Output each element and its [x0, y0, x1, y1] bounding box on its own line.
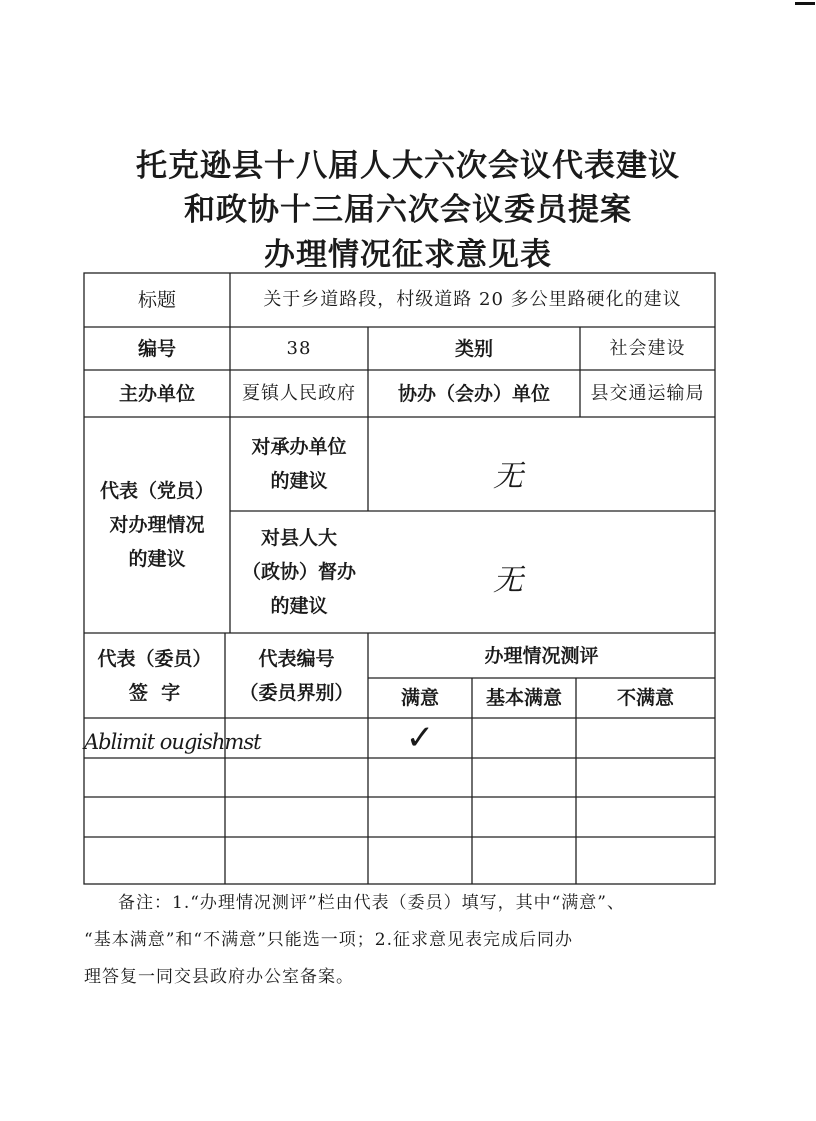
suggestions-label-line-2: 对办理情况 [109, 514, 205, 536]
page-title-line-3: 办理情况征求意见表 [264, 237, 552, 273]
to-oversight-label-line-3: 的建议 [270, 595, 328, 617]
suggestions-label-line-3: 的建议 [128, 548, 186, 570]
to-oversight-label-line-1: 对县人大 [260, 527, 337, 549]
signature-value: Ablimit ougishmst [84, 730, 261, 754]
to-host-value: 无 [493, 459, 523, 494]
notes-line-3: 理答复一同交县政府办公室备案。 [84, 967, 354, 987]
suggestions-label [84, 417, 230, 633]
to-host-label-line-2: 的建议 [270, 470, 328, 492]
rep-number-label-line-2: （委员界别） [239, 681, 354, 704]
rep-number-label [225, 633, 368, 718]
suggestions-label-line-1: 代表（党员） [99, 480, 214, 502]
host-unit-value: 夏镇人民政府 [242, 382, 356, 404]
notes-line-2: “基本满意”和“不满意”只能选一项；2.征求意见表完成后同办 [84, 930, 573, 950]
co-unit-value: 县交通运输局 [590, 382, 705, 404]
to-oversight-label [230, 511, 368, 633]
to-oversight-value: 无 [493, 563, 523, 598]
to-host-label [230, 417, 368, 511]
to-host-label-line-1: 对承办单位 [251, 436, 347, 458]
number-label: 编号 [137, 337, 176, 360]
signature-label-line-1: 代表（委员） [97, 647, 212, 670]
option-unsatisfied: 不满意 [616, 687, 674, 709]
page-title-line-1: 托克逊县十八届人大六次会议代表建议 [136, 148, 680, 184]
page-title-line-2: 和政协十三届六次会议委员提案 [184, 192, 632, 228]
subject-label: 标题 [137, 289, 176, 311]
signature-label-line-2: 签 字 [128, 681, 181, 704]
option-basically-satisfied: 基本满意 [485, 687, 562, 709]
category-value: 社会建设 [609, 337, 686, 359]
number-value: 38 [286, 337, 312, 359]
signature-label [84, 633, 225, 718]
subject-value: 关于乡道路段，村级道路 20 多公里路硬化的建议 [263, 289, 682, 310]
check-mark: ✓ [405, 718, 435, 758]
co-unit-label: 协办（会办）单位 [397, 382, 550, 405]
host-unit-label: 主办单位 [118, 382, 195, 405]
rep-number-label-line-1: 代表编号 [258, 647, 335, 670]
option-satisfied: 满意 [400, 687, 439, 709]
evaluation-label: 办理情况测评 [484, 644, 599, 667]
category-label: 类别 [454, 337, 493, 360]
notes-line-1: 备注：1.“办理情况测评”栏由代表（委员）填写，其中“满意”、 [118, 893, 625, 913]
to-oversight-label-line-2: （政协）督办 [241, 561, 356, 583]
